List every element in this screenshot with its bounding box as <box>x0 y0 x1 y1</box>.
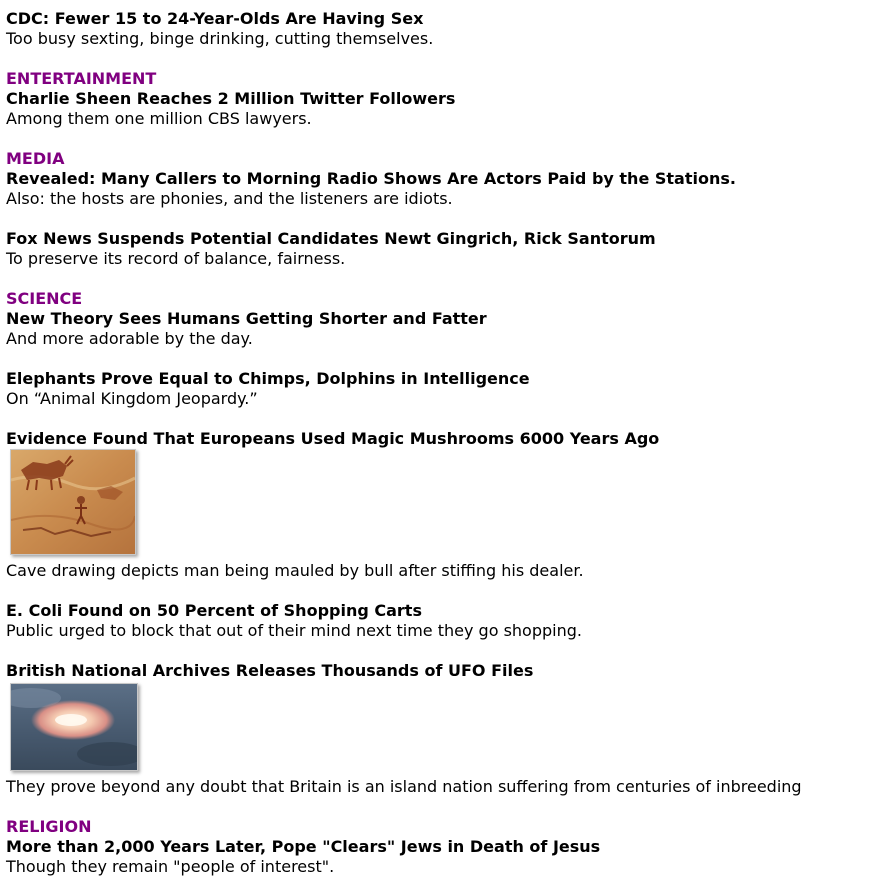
section-label-media: MEDIA <box>6 149 65 168</box>
cave-painting-image[interactable] <box>10 449 136 555</box>
story-headline[interactable]: New Theory Sees Humans Getting Shorter and Fatter <box>6 309 487 328</box>
story-headline[interactable]: Elephants Prove Equal to Chimps, Dolphins in Intelligence <box>6 369 530 388</box>
story-blurb: Among them one million CBS lawyers. <box>6 109 312 128</box>
section-label-entertainment: ENTERTAINMENT <box>6 69 157 88</box>
story-blurb: To preserve its record of balance, fairness. <box>6 249 346 268</box>
story-headline[interactable]: Evidence Found That Europeans Used Magic Mushrooms 6000 Years Ago <box>6 429 660 448</box>
story-blurb: Too busy sexting, binge drinking, cutting themselves. <box>6 29 434 48</box>
story-headline[interactable]: British National Archives Releases Thousands of UFO Files <box>6 661 534 680</box>
ufo-photo-image[interactable] <box>10 683 138 771</box>
story-item <box>6 429 873 581</box>
section-label-science: SCIENCE <box>6 289 83 308</box>
story-item <box>6 369 873 409</box>
story-blurb: Also: the hosts are phonies, and the listeners are idiots. <box>6 189 453 208</box>
story-item <box>6 229 873 269</box>
story-blurb: Cave drawing depicts man being mauled by bull after stiffing his dealer. <box>6 561 584 580</box>
story-item <box>6 601 873 641</box>
story-item <box>6 69 873 129</box>
section-label-religion: RELIGION <box>6 817 92 836</box>
story-blurb: Though they remain "people of interest". <box>6 857 335 876</box>
story-item <box>6 149 873 209</box>
story-headline[interactable]: CDC: Fewer 15 to 24-Year-Olds Are Having Sex <box>6 9 424 28</box>
story-blurb: And more adorable by the day. <box>6 329 253 348</box>
story-item <box>6 817 873 877</box>
story-blurb: On “Animal Kingdom Jeopardy.” <box>6 389 258 408</box>
story-item <box>6 289 873 349</box>
story-headline[interactable]: Charlie Sheen Reaches 2 Million Twitter Followers <box>6 89 456 108</box>
story-blurb: Public urged to block that out of their mind next time they go shopping. <box>6 621 582 640</box>
story-headline[interactable]: Fox News Suspends Potential Candidates Newt Gingrich, Rick Santorum <box>6 229 656 248</box>
story-headline[interactable]: Revealed: Many Callers to Morning Radio Shows Are Actors Paid by the Stations. <box>6 169 736 188</box>
story-item <box>6 661 873 797</box>
story-item <box>6 9 873 49</box>
story-headline[interactable]: E. Coli Found on 50 Percent of Shopping Carts <box>6 601 422 620</box>
story-headline[interactable]: More than 2,000 Years Later, Pope "Clears" Jews in Death of Jesus <box>6 837 601 856</box>
story-blurb: They prove beyond any doubt that Britain is an island nation suffering from centuries of inbreeding <box>6 777 802 796</box>
